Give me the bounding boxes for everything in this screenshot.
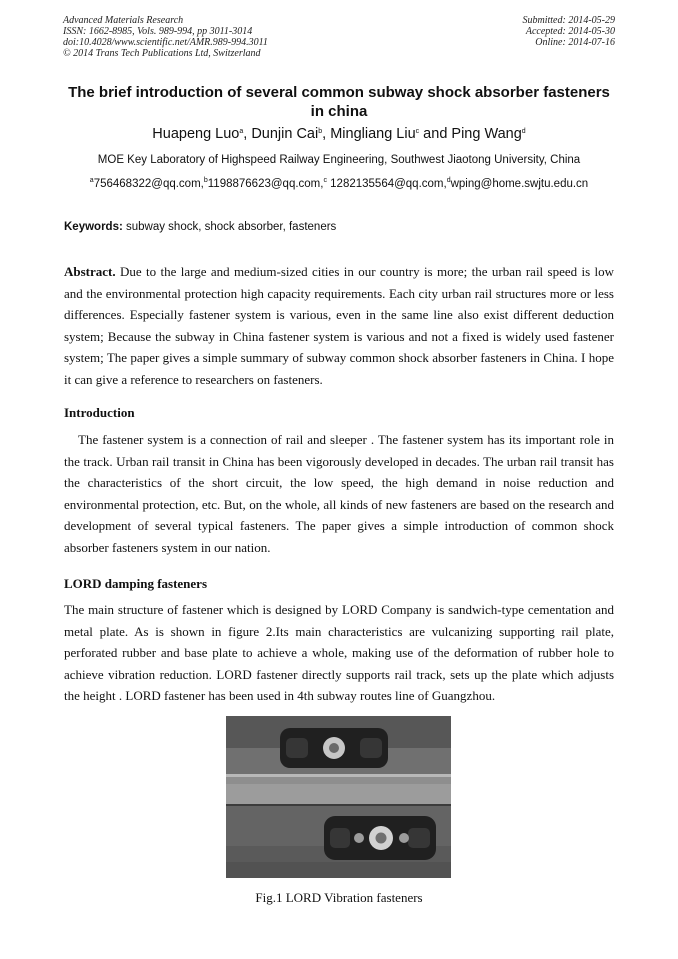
copyright-line: © 2014 Trans Tech Publications Ltd, Switzerland (63, 48, 261, 59)
author-name: Huapeng Luo (152, 126, 240, 142)
email-mark: c (323, 177, 327, 184)
keywords-text: subway shock, shock absorber, fasteners (122, 221, 337, 233)
online-date: Online: 2014-07-16 (535, 37, 615, 48)
affiliation: MOE Key Laboratory of Highspeed Railway Engineering, Southwest Jiaotong University, China (97, 154, 581, 166)
submitted-date: Submitted: 2014-05-29 (522, 15, 615, 26)
author-name: Ping Wang (451, 126, 522, 142)
email-address: 756468322@qq.com, (93, 178, 204, 190)
lord-heading: LORD damping fasteners (64, 576, 208, 591)
author-name: Dunjin Cai (251, 126, 319, 142)
email-mark: b (203, 177, 208, 184)
author-sep: and (419, 126, 452, 142)
author-name: Mingliang Liu (330, 126, 416, 142)
introduction-paragraph: The fastener system is a connection of rail and sleeper . The fastener system has its important role in the track. Urban rail transit in China has been vigorously developed in decades. The urban rail transit has the characteristics of the short circuit, the low speed, the high demand in noise reduction and environmental protection, etc. But, on the whole, all kinds of new fasteners are based on the research and development of several typical fasteners. The paper gives a simple introduction of common shock absorber fasteners system in our nation. (64, 432, 614, 555)
author-mark: c (415, 128, 420, 135)
author-sep: , (243, 126, 252, 142)
issn-line: ISSN: 1662-8985, Vols. 989-994, pp 3011-3014 (63, 26, 253, 37)
introduction-heading: Introduction (64, 405, 135, 420)
email-mark: a (89, 177, 94, 184)
doi-line: doi:10.4028/www.scientific.net/AMR.989-994.3011 (63, 37, 268, 48)
email-list (0, 178, 678, 190)
email-address: wping@home.swjtu.edu.cn (450, 178, 589, 190)
abstract (64, 261, 614, 390)
journal-info (63, 15, 268, 59)
lord-fastener-photo (226, 716, 451, 878)
abstract-text: Due to the large and medium-sized cities in our country is more; the urban rail speed is low and the environmental protection high capacity requirements. Each city urban rail structures more or less differences. Especially fastener system is various, even in the same line also exist different deduction system; Because the subway in China fastener system is various and not a fixed is widely used fastener system; The paper gives a simple summary of subway common shock absorber fasteners in China. I hope it can give a reference to researchers on fasteners. (64, 264, 614, 387)
author-mark: d (521, 128, 526, 135)
email-address: 1282135564@qq.com, (326, 178, 447, 190)
author-list (0, 126, 678, 142)
email-address: 1198876623@qq.com, (207, 178, 324, 190)
paper-title: The brief introduction of several common subway shock absorber fasteners in china (68, 84, 610, 120)
fastener-illustration (226, 716, 451, 878)
figure-caption: Fig.1 LORD Vibration fasteners (255, 890, 423, 905)
dates-info (523, 15, 616, 48)
author-mark: b (318, 128, 323, 135)
keywords (64, 221, 336, 233)
lord-paragraph: The main structure of fastener which is designed by LORD Company is sandwich-type cementation and metal plate. As is shown in figure 2.Its main characteristics are vulcanizing supporting rail plate, perforated rubber and base plate to achieve a whole, making use of the deformation of rubber hole to achieve vibration reduction. LORD fastener directly supports rail track, sets up the plate which adjusts the height . LORD fastener has been used in 4th subway routes line of Guangzhou. (64, 602, 614, 703)
journal-name: Advanced Materials Research (63, 15, 184, 26)
abstract-label: Abstract. (64, 264, 116, 279)
author-sep: , (322, 126, 331, 142)
accepted-date: Accepted: 2014-05-30 (525, 26, 615, 37)
keywords-label: Keywords: (64, 221, 123, 233)
email-mark: d (446, 177, 451, 184)
author-mark: a (239, 128, 244, 135)
